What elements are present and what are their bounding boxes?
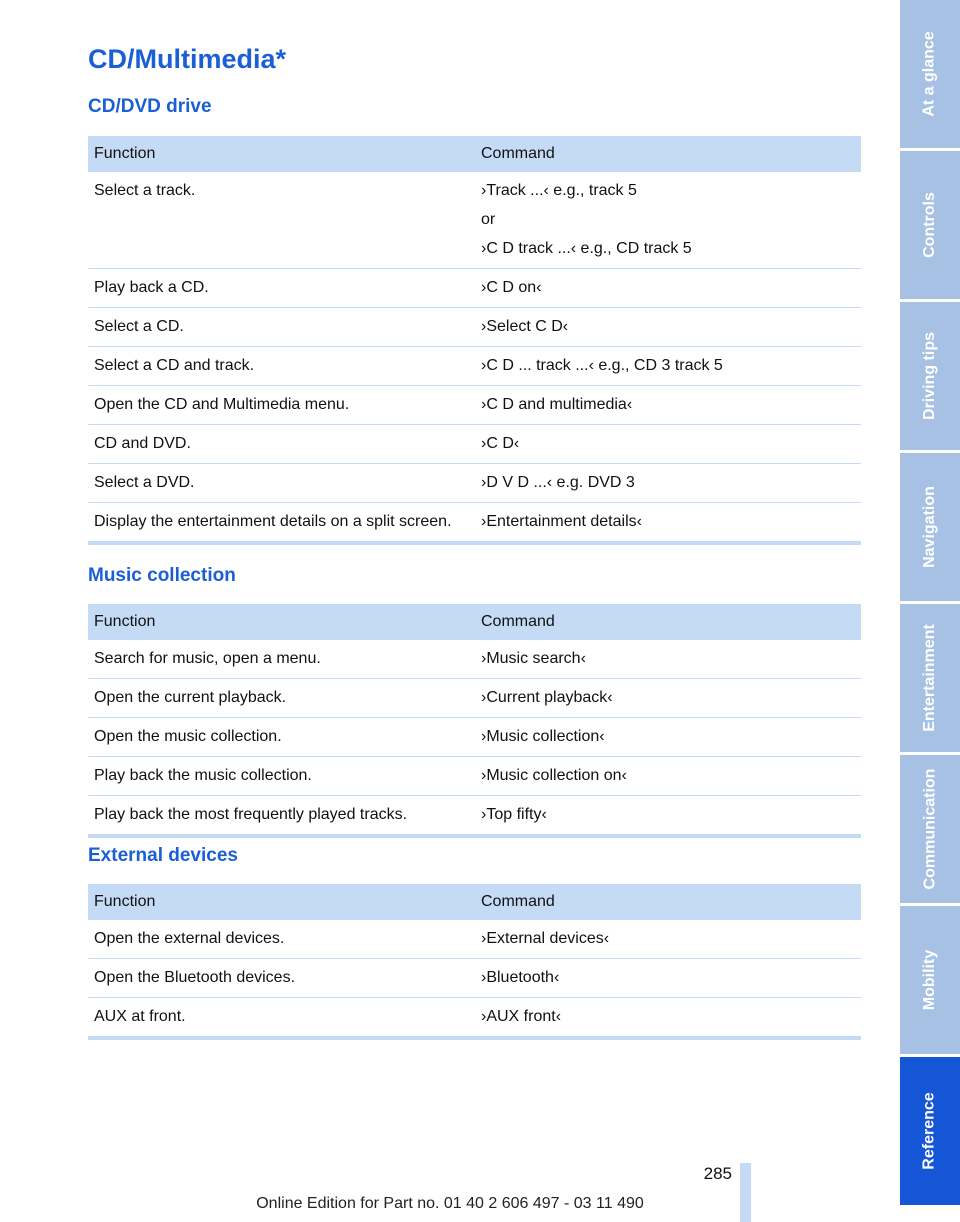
table-row	[88, 464, 861, 503]
function-cell: AUX at front.	[88, 998, 475, 1039]
page-number: 285	[703, 1164, 732, 1183]
table-row	[88, 347, 861, 386]
chapter-tab-label: Navigation	[921, 486, 939, 568]
command-text: ›C D track ...‹ e.g., CD track 5	[481, 240, 692, 257]
column-header-function: Function	[88, 604, 475, 640]
section-title-music: Music collection	[88, 565, 236, 586]
command-cell	[475, 679, 861, 718]
command-text: ›Music collection‹	[481, 728, 605, 745]
table-row	[88, 503, 861, 544]
command-cell	[475, 796, 861, 837]
chapter-tab-label: Entertainment	[921, 624, 939, 732]
table-row	[88, 679, 861, 718]
function-cell: CD and DVD.	[88, 425, 475, 464]
command-text: ›Music search‹	[481, 650, 586, 667]
function-cell: Play back a CD.	[88, 269, 475, 308]
table-header-row	[88, 604, 861, 640]
chapter-tab-mobility[interactable]	[900, 906, 960, 1054]
table-row	[88, 269, 861, 308]
chapter-tab-at-a-glance[interactable]	[900, 0, 960, 148]
chapter-tab-label: Communication	[921, 768, 939, 890]
external-table	[88, 884, 861, 1040]
command-cell	[475, 757, 861, 796]
table-row	[88, 796, 861, 837]
function-cell: Play back the music collection.	[88, 757, 475, 796]
footer-edition: Online Edition for Part no. 01 40 2 606 497 - 03 11 490	[256, 1195, 644, 1212]
function-cell: Open the external devices.	[88, 920, 475, 959]
table-row	[88, 959, 861, 998]
command-text: ›Entertainment details‹	[481, 513, 642, 530]
command-cell	[475, 464, 861, 503]
chapter-tab-label: Reference	[921, 1092, 938, 1170]
table-row	[88, 425, 861, 464]
command-text: ›External devices‹	[481, 930, 610, 947]
page-number-bar	[740, 1163, 751, 1222]
function-cell: Open the CD and Multimedia menu.	[88, 386, 475, 425]
table-row	[88, 718, 861, 757]
music-table	[88, 604, 861, 838]
function-cell: Select a DVD.	[88, 464, 475, 503]
table-header-row	[88, 884, 861, 920]
command-cell	[475, 640, 861, 679]
function-cell: Search for music, open a menu.	[88, 640, 475, 679]
column-header-command: Command	[475, 884, 861, 920]
command-text: ›Bluetooth‹	[481, 969, 560, 986]
function-cell: Select a track.	[88, 172, 475, 269]
command-text: ›Track ...‹ e.g., track 5	[481, 182, 637, 199]
chapter-tab-label: Mobility	[921, 949, 938, 1011]
function-cell: Open the music collection.	[88, 718, 475, 757]
command-text: ›Music collection on‹	[481, 767, 627, 784]
function-cell: Display the entertainment details on a split screen.	[88, 503, 475, 544]
table-row	[88, 172, 861, 269]
command-text: ›Select C D‹	[481, 318, 569, 335]
chapter-tab-label: Driving tips	[921, 331, 939, 421]
cd-dvd-table	[88, 136, 861, 545]
section-title-cd-dvd: CD/DVD drive	[88, 96, 212, 117]
command-text: ›C D on‹	[481, 279, 542, 296]
function-cell: Select a CD and track.	[88, 347, 475, 386]
chapter-tab-label: Controls	[921, 192, 938, 258]
command-cell	[475, 269, 861, 308]
table-header-row	[88, 136, 861, 172]
chapter-sidebar	[900, 0, 960, 1222]
table-row	[88, 757, 861, 796]
command-text: ›Current playback‹	[481, 689, 613, 706]
column-header-command: Command	[475, 604, 861, 640]
command-cell	[475, 308, 861, 347]
command-text: ›Top fifty‹	[481, 806, 547, 823]
command-cell	[475, 386, 861, 425]
command-cell	[475, 503, 861, 544]
chapter-tab-navigation[interactable]	[900, 453, 960, 601]
function-cell: Play back the most frequently played tracks.	[88, 796, 475, 837]
command-text: ›C D and multimedia‹	[481, 396, 633, 413]
command-cell	[475, 172, 861, 269]
command-text: ›D V D ...‹ e.g. DVD 3	[481, 474, 635, 491]
chapter-tab-label: At a glance	[921, 31, 939, 117]
command-text: ›C D ... track ...‹ e.g., CD 3 track 5	[481, 357, 723, 374]
function-cell: Select a CD.	[88, 308, 475, 347]
command-text: ›C D‹	[481, 435, 520, 452]
column-header-command: Command	[475, 136, 861, 172]
chapter-tab-controls[interactable]	[900, 151, 960, 299]
function-cell: Open the Bluetooth devices.	[88, 959, 475, 998]
table-row	[88, 308, 861, 347]
table-row	[88, 998, 861, 1039]
page-title: CD/Multimedia*	[88, 44, 287, 74]
chapter-tab-communication[interactable]	[900, 755, 960, 903]
command-cell	[475, 998, 861, 1039]
chapter-tab-driving-tips[interactable]	[900, 302, 960, 450]
table-row	[88, 640, 861, 679]
table-row	[88, 386, 861, 425]
command-text: or	[481, 211, 496, 228]
column-header-function: Function	[88, 884, 475, 920]
section-title-external: External devices	[88, 845, 238, 866]
function-cell: Open the current playback.	[88, 679, 475, 718]
command-cell	[475, 347, 861, 386]
column-header-function: Function	[88, 136, 475, 172]
table-row	[88, 920, 861, 959]
command-text: ›AUX front‹	[481, 1008, 562, 1025]
command-cell	[475, 425, 861, 464]
chapter-tab-reference[interactable]	[900, 1057, 960, 1205]
command-cell	[475, 718, 861, 757]
command-cell	[475, 920, 861, 959]
command-cell	[475, 959, 861, 998]
chapter-tab-entertainment[interactable]	[900, 604, 960, 752]
